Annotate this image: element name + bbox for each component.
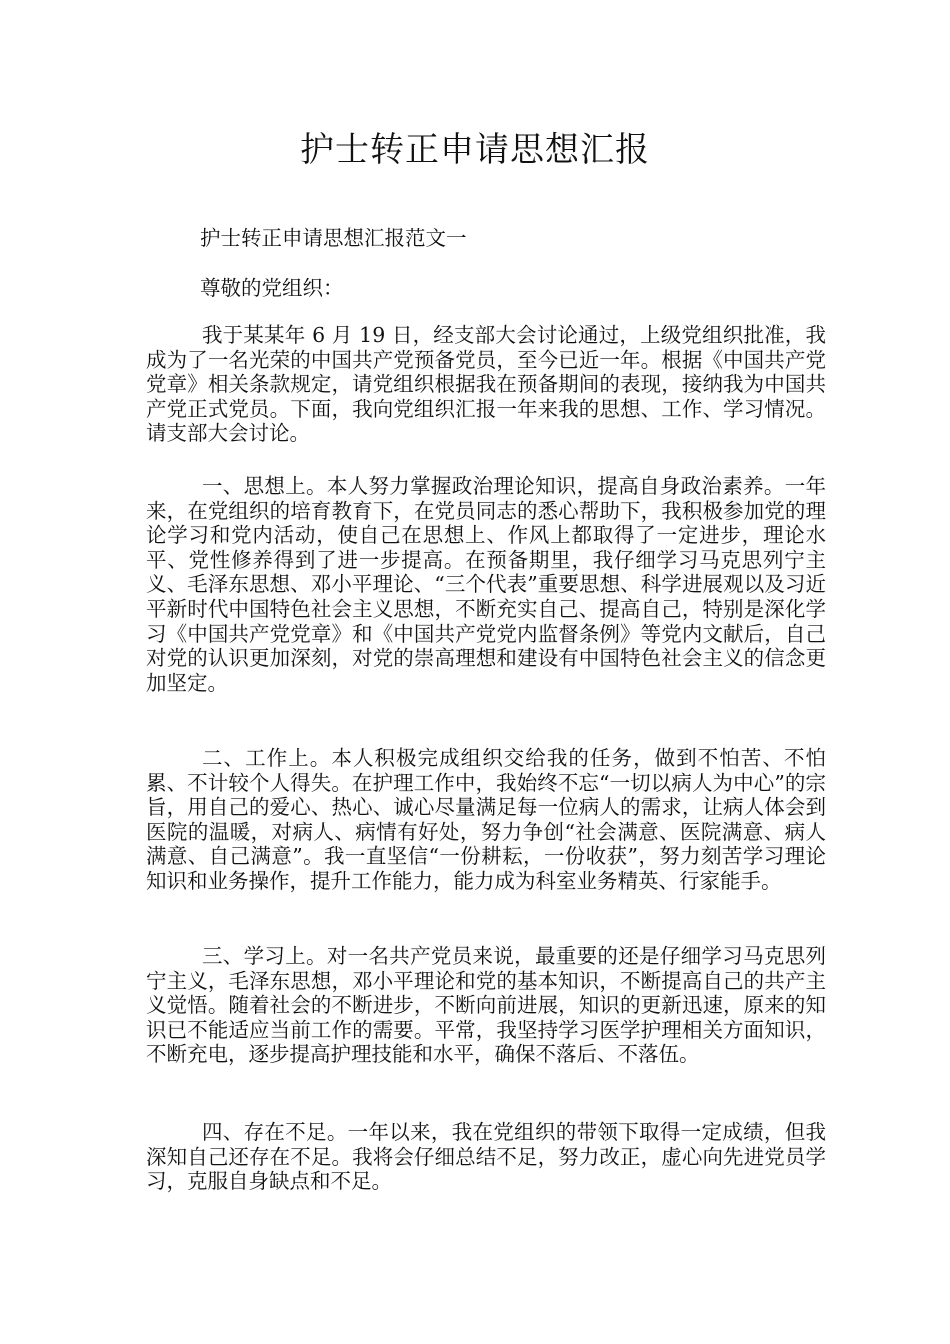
- document-title: 护士转正申请思想汇报: [300, 130, 650, 170]
- paragraph-ideology: 一、思想上。本人努力掌握政治理论知识，提高自身政治素养。一年来，在党组织的培育教育下，在党员同志的悉心帮助下，我积极参加党的理论学习和党内活动，使自己在思想上、作风上都取得了一定进步，理论水平、党性修养得到了进一步提高。在预备期里，我仔细学习马克思列宁主义、毛泽东思想、邓小平理论、“三个代表”重要思想、科学进展观以及习近平新时代中国特色社会主义思想，不断充实自己、提高自己，特别是深化学习《中国共产党党章》和《中国共产党党内监督条例》等党内文献后，自己对党的认识更加深刻，对党的崇高理想和建设有中国特色社会主义的信念更加坚定。: [146, 474, 826, 695]
- paragraph-study: 三、学习上。对一名共产党员来说，最重要的还是仔细学习马克思列宁主义，毛泽东思想，邓小平理论和党的基本知识，不断提高自己的共产主义觉悟。随着社会的不断进步，不断向前进展，知识的更新迅速，原来的知识已不能适应当前工作的需要。平常，我坚持学习医学护理相关方面知识，不断充电，逐步提高护理技能和水平，确保不落后、不落伍。: [146, 944, 826, 1067]
- document-subtitle: 护士转正申请思想汇报范文一: [200, 226, 467, 250]
- paragraph-intro: 我于某某年 6 月 19 日，经支部大会讨论通过，上级党组织批准，我成为了一名光荣的中国共产党预备党员，至今已近一年。根据《中国共产党党章》相关条款规定，请党组织根据我在预备期间的表现，接纳我为中国共产党正式党员。下面，我向党组织汇报一年来我的思想、工作、学习情况。请支部大会讨论。: [146, 323, 826, 446]
- salutation: 尊敬的党组织：: [200, 276, 344, 300]
- paragraph-work: 二、工作上。本人积极完成组织交给我的任务，做到不怕苦、不怕累、不计较个人得失。在护理工作中，我始终不忘“一切以病人为中心”的宗旨，用自己的爱心、热心、诚心尽量满足每一位病人的需求，让病人体会到医院的温暖，对病人、病情有好处，努力争创“社会满意、医院满意、病人满意、自己满意”。我一直坚信“一份耕耘，一份收获”，努力刻苦学习理论知识和业务操作，提升工作能力，能力成为科室业务精英、行家能手。: [146, 746, 826, 893]
- paragraph-shortcomings: 四、存在不足。一年以来，我在党组织的带领下取得一定成绩，但我深知自己还存在不足。我将会仔细总结不足，努力改正，虚心向先进党员学习，克服自身缺点和不足。: [146, 1120, 826, 1194]
